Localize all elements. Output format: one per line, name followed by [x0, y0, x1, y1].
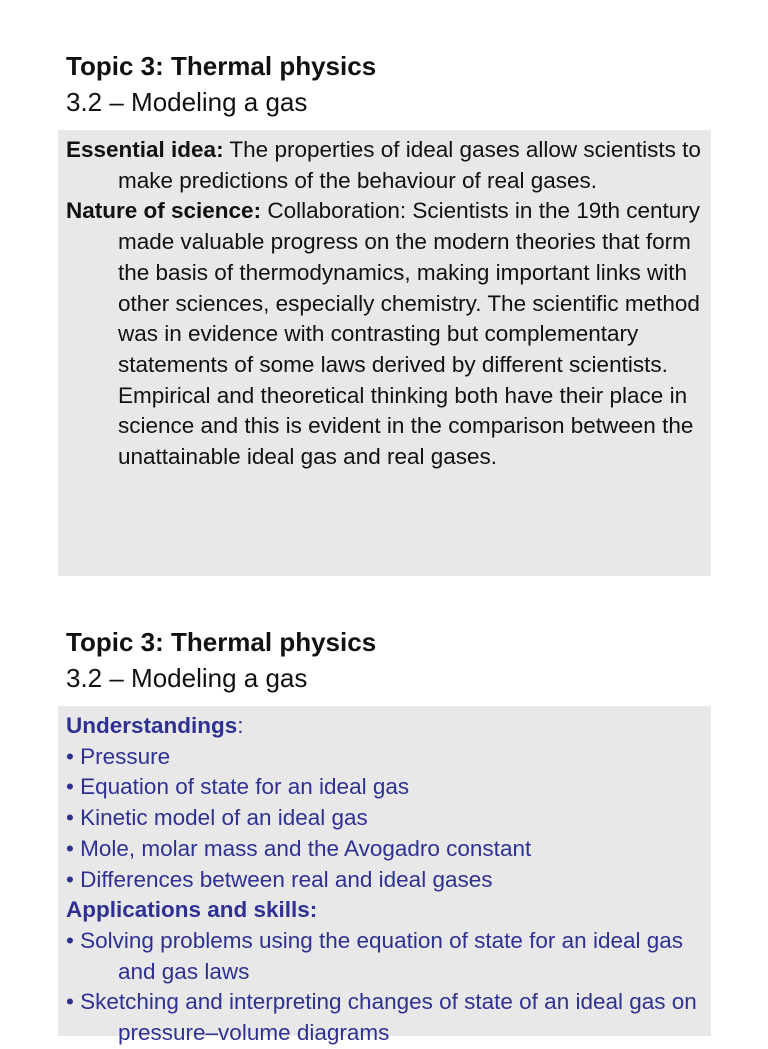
applications-skills-heading: Applications and skills:: [66, 897, 318, 923]
understandings-box: [58, 706, 711, 1046]
essential-idea-label: Essential idea:: [66, 137, 224, 162]
page-title: Topic 3: Thermal physics: [66, 627, 377, 657]
nature-of-science-paragraph: [66, 196, 703, 472]
slide-2-title-block: [66, 624, 376, 696]
nature-of-science-text: Collaboration: Scientists in the 19th century made valuable progress on the modern theories that form the basis of thermodynamics, making important links with other sciences, especially chemistry. The scientific method was in evidence with contrasting but complementary statements of some laws derived by different scientists. Empirical and theoretical thinking both have their place in science and this is evident in the comparison between the unattainable ideal gas and real gases.: [118, 198, 701, 470]
slide-1-title-block: [66, 48, 376, 120]
essential-idea-box: [58, 130, 711, 576]
understandings-item: • Equation of state for an ideal gas: [66, 774, 410, 800]
essential-idea-text: The properties of ideal gases allow scientists to make predictions of the behaviour of real gases.: [118, 137, 701, 193]
nature-of-science-label: Nature of science:: [66, 198, 262, 224]
understandings-item: • Differences between real and ideal gases: [66, 866, 493, 892]
page-subtitle: 3.2 – Modeling a gas: [66, 87, 308, 117]
skills-item: • Sketching and interpreting changes of state of an ideal gas on pressure–volume diagrams: [66, 989, 697, 1046]
understandings-item: • Pressure: [66, 743, 171, 769]
understandings-item: • Kinetic model of an ideal gas: [66, 805, 368, 831]
understandings-heading: Understandings:: [66, 713, 244, 738]
essential-idea-paragraph: [66, 135, 703, 196]
page-title: Topic 3: Thermal physics: [66, 51, 377, 81]
skills-item: • Solving problems using the equation of state for an ideal gas and gas laws: [66, 927, 684, 984]
understandings-item: • Mole, molar mass and the Avogadro constant: [66, 835, 532, 861]
page-subtitle: 3.2 – Modeling a gas: [66, 663, 308, 693]
